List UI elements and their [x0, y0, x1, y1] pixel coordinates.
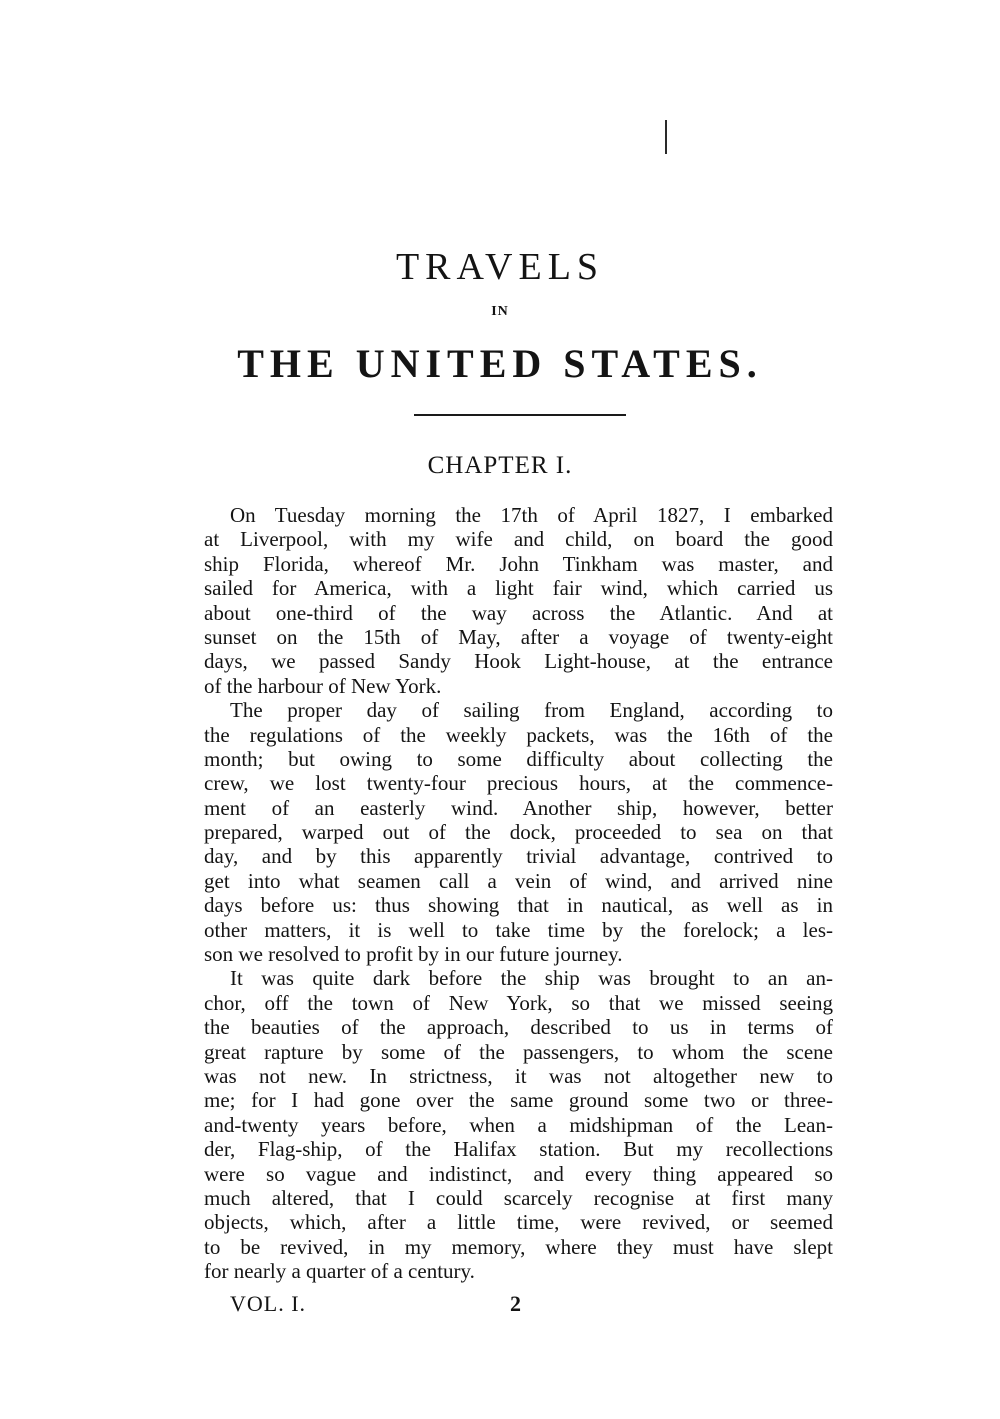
text-line: ship Florida, whereof Mr. John Tinkham was master, and [204, 551, 833, 576]
text-line: were so vague and indistinct, and every thing appeared so [204, 1161, 833, 1186]
text-line: days before us: thus showing that in nautical, as well as in [204, 893, 833, 918]
text-line: month; but owing to some difficulty about collecting the [204, 746, 833, 771]
text-line: me; for I had gone over the same ground some two or three- [204, 1088, 833, 1113]
edge-mark [665, 120, 667, 154]
volume-signature: VOL. I. [230, 1291, 307, 1316]
text-line: to be revived, in my memory, where they must have slept [204, 1234, 833, 1259]
text-line: about one-third of the way across the Atlantic. And at [204, 600, 833, 625]
text-line: of the harbour of New York. [204, 673, 442, 698]
text-line: was not new. In strictness, it was not altogether new to [204, 1063, 833, 1088]
text-line: sailed for America, with a light fair wind, which carried us [204, 576, 833, 601]
text-line: great rapture by some of the passengers, to whom the scene [204, 1039, 833, 1064]
signature-number: 2 [510, 1291, 521, 1316]
text-line: The proper day of sailing from England, according to [230, 698, 833, 723]
title-travels: TRAVELS [395, 246, 605, 288]
text-line: prepared, warped out of the dock, proceeded to sea on that [204, 820, 833, 845]
text-line: der, Flag-ship, of the Halifax station. But my recollections [204, 1137, 833, 1162]
chapter-heading: CHAPTER I. [427, 452, 573, 479]
body-text [204, 503, 833, 1284]
text-line: chor, off the town of New York, so that we missed seeing [204, 990, 833, 1015]
text-line: the regulations of the weekly packets, was the 16th of the [204, 722, 833, 747]
text-line: days, we passed Sandy Hook Light-house, at the entrance [204, 649, 833, 674]
text-line: and-twenty years before, when a midshipman of the Lean- [204, 1112, 833, 1137]
text-line: much altered, that I could scarcely recognise at first many [204, 1185, 833, 1210]
text-line: at Liverpool, with my wife and child, on board the good [204, 527, 833, 552]
text-line: crew, we lost twenty-four precious hours, at the commence- [204, 771, 833, 796]
text-line: sunset on the 15th of May, after a voyage of twenty-eight [204, 624, 833, 649]
text-line: get into what seamen call a vein of wind, and arrived nine [204, 868, 833, 893]
text-line: It was quite dark before the ship was brought to an an- [230, 966, 833, 991]
text-line: son we resolved to profit by in our future journey. [204, 942, 623, 967]
text-line: day, and by this apparently trivial advantage, contrived to [204, 844, 833, 869]
text-line: ment of an easterly wind. Another ship, however, better [204, 795, 833, 820]
text-line: for nearly a quarter of a century. [204, 1259, 475, 1284]
text-line: objects, which, after a little time, were revived, or seemed [204, 1210, 833, 1235]
text-line: On Tuesday morning the 17th of April 1827, I embarked [230, 503, 833, 527]
text-line: the beauties of the approach, described to us in terms of [204, 1015, 833, 1040]
title-rule [414, 414, 626, 416]
text-line: other matters, it is well to take time by the forelock; a les- [204, 917, 833, 942]
title-in: IN [491, 304, 509, 319]
page-footer [230, 1291, 560, 1321]
title-united-states: THE UNITED STATES. [237, 341, 763, 386]
